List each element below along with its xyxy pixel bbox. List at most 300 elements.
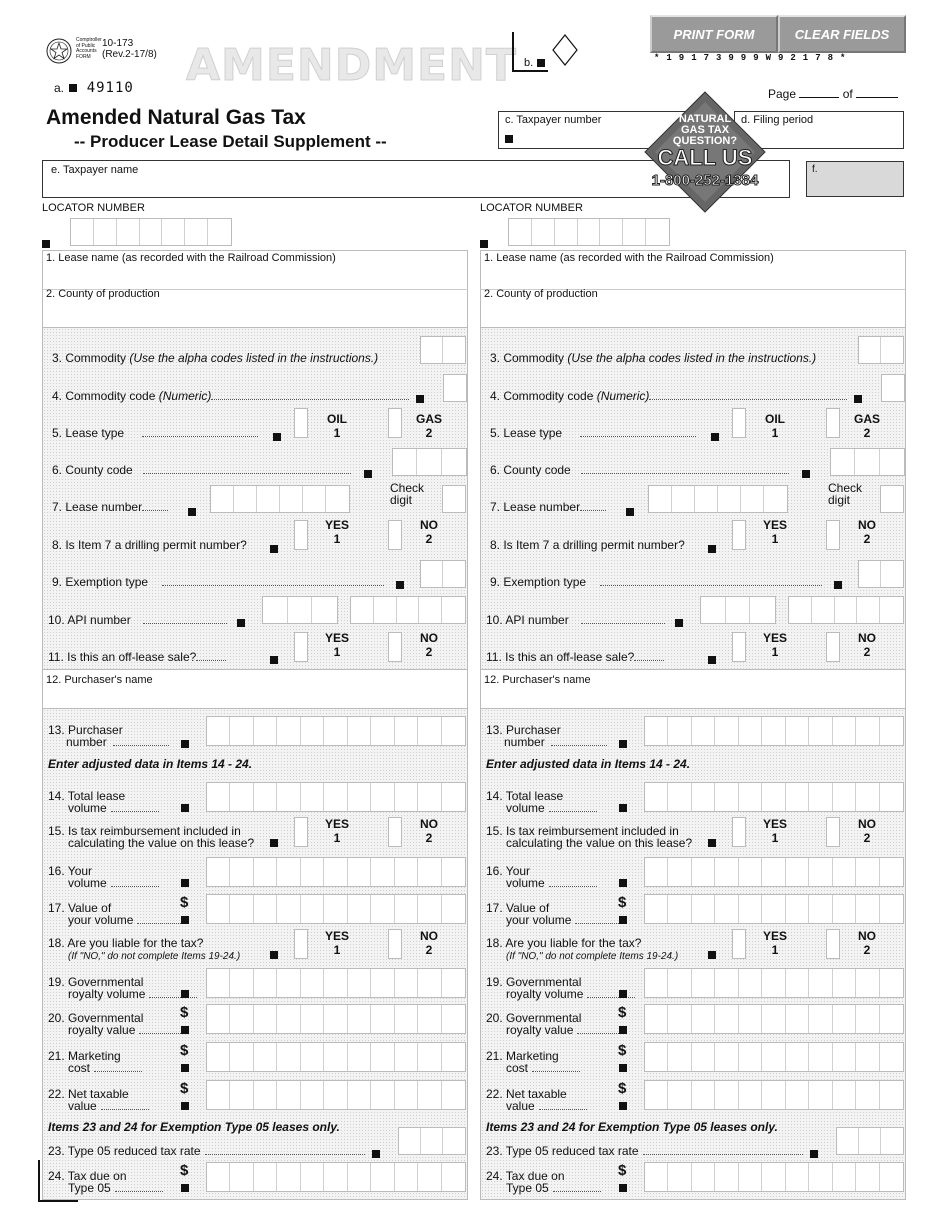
input-cell xyxy=(739,783,762,811)
purchaser-number-input[interactable] xyxy=(644,716,904,746)
gas-label: GAS xyxy=(853,412,880,426)
input-cell xyxy=(324,1005,347,1033)
input-cell xyxy=(809,1081,832,1109)
field-a-label: a. xyxy=(54,81,65,95)
input-cell xyxy=(880,717,903,745)
drilling-permit-label: 8. Is Item 7 a drilling permit number? xyxy=(52,538,247,552)
gov-royalty-value-input[interactable] xyxy=(206,1004,466,1034)
input-cell xyxy=(532,219,555,245)
no-code: 2 xyxy=(863,943,871,957)
input-cell xyxy=(833,1081,856,1109)
input-cell xyxy=(395,969,418,997)
marker-square xyxy=(42,240,50,248)
check-digit-label: Check digit xyxy=(390,481,425,507)
input-cell xyxy=(395,858,418,886)
dollar-sign: $ xyxy=(180,894,189,911)
type05-note: Items 23 and 24 for Exemption Type 05 leases only. xyxy=(486,1120,778,1134)
input-cell xyxy=(812,597,835,623)
type05-rate-label: 23. Type 05 reduced tax rate xyxy=(486,1144,639,1158)
liable-for-tax-no-checkbox[interactable] xyxy=(826,929,840,959)
gov-royalty-value-label: 20. Governmental xyxy=(48,1011,144,1025)
input-cell xyxy=(880,1081,903,1109)
input-cell xyxy=(395,1163,418,1191)
input-cell xyxy=(880,597,903,623)
marker-square xyxy=(619,804,627,812)
lease-type-label: 5. Lease type xyxy=(52,426,125,440)
yes-label: YES xyxy=(762,817,787,831)
input-cell xyxy=(786,1043,809,1071)
lease-type-oil-checkbox[interactable] xyxy=(732,408,746,438)
input-cell xyxy=(809,1005,832,1033)
liable-for-tax-label: 18. Are you liable for the tax? xyxy=(48,936,204,950)
liable-for-tax-yes-checkbox[interactable] xyxy=(732,929,746,959)
input-cell xyxy=(254,783,277,811)
tax-reimbursement-no-checkbox[interactable] xyxy=(826,817,840,847)
off-lease-no-checkbox[interactable] xyxy=(826,632,840,662)
leader-dots xyxy=(111,879,159,887)
input-cell xyxy=(395,895,418,923)
input-cell xyxy=(442,1043,465,1071)
callout-line2: GAS TAX xyxy=(680,124,730,136)
input-cell xyxy=(374,597,397,623)
tax-reimbursement-label: 15. Is tax reimbursement included in xyxy=(486,824,679,838)
lease-column xyxy=(480,0,906,1230)
leader-dots xyxy=(580,429,696,437)
input-cell xyxy=(692,1005,715,1033)
input-cell xyxy=(809,1043,832,1071)
marker-square xyxy=(619,740,627,748)
oil-code: 1 xyxy=(771,426,779,440)
input-cell xyxy=(809,858,832,886)
tax-due-type05-input[interactable] xyxy=(206,1162,466,1192)
marker-square xyxy=(188,508,196,516)
gas-code: 2 xyxy=(863,426,871,440)
dollar-sign: $ xyxy=(180,1004,189,1021)
input-cell xyxy=(397,597,420,623)
marker-square xyxy=(619,1026,627,1034)
type05-rate-input[interactable] xyxy=(398,1127,466,1155)
leader-dots xyxy=(634,653,664,661)
marker-square xyxy=(181,990,189,998)
input-cell xyxy=(835,597,858,623)
drilling-permit-yes-checkbox[interactable] xyxy=(294,520,308,550)
input-cell xyxy=(277,1043,300,1071)
marker-square xyxy=(810,1150,818,1158)
input-cell xyxy=(254,895,277,923)
commodity-input[interactable] xyxy=(858,336,904,364)
gov-royalty-volume-label: 19. Governmental xyxy=(486,975,582,989)
print-form-button[interactable]: PRINT FORM xyxy=(650,15,778,53)
input-cell xyxy=(623,219,646,245)
input-cell xyxy=(880,1005,903,1033)
input-cell xyxy=(762,1005,785,1033)
gov-royalty-value-label: royalty value xyxy=(506,1023,574,1037)
marker-square xyxy=(708,839,716,847)
callout-line4: CALL US xyxy=(657,145,753,170)
lease-column xyxy=(42,0,468,1230)
input-cell xyxy=(881,1128,903,1154)
form-number: 10-173 xyxy=(102,38,134,49)
drilling-permit-yes-checkbox[interactable] xyxy=(732,520,746,550)
input-cell xyxy=(301,969,324,997)
input-cell xyxy=(715,895,738,923)
county-code-input[interactable] xyxy=(392,448,467,476)
marker-square xyxy=(181,804,189,812)
off-lease-yes-checkbox[interactable] xyxy=(294,632,308,662)
input-cell xyxy=(71,219,94,245)
input-cell xyxy=(371,1163,394,1191)
gov-royalty-volume-input[interactable] xyxy=(206,968,466,998)
dollar-sign: $ xyxy=(180,1080,189,1097)
net-taxable-value-label: value xyxy=(68,1099,97,1113)
marketing-cost-input[interactable] xyxy=(644,1042,904,1072)
input-cell xyxy=(418,969,441,997)
input-cell xyxy=(417,449,441,475)
marketing-cost-input[interactable] xyxy=(206,1042,466,1072)
commodity-code-input[interactable] xyxy=(443,374,467,402)
input-cell xyxy=(418,895,441,923)
input-cell xyxy=(859,561,881,587)
no-code: 2 xyxy=(863,831,871,845)
input-cell xyxy=(442,449,466,475)
input-cell xyxy=(764,486,787,512)
input-cell xyxy=(880,858,903,886)
input-cell xyxy=(324,969,347,997)
field-b-label: b. xyxy=(524,57,534,69)
marker-square xyxy=(237,619,245,627)
input-cell xyxy=(882,375,904,401)
gov-royalty-value-input[interactable] xyxy=(644,1004,904,1034)
input-cell xyxy=(786,717,809,745)
commodity-label: 3. Commodity xyxy=(52,351,127,365)
input-cell xyxy=(739,1005,762,1033)
agency-line: Accounts xyxy=(76,48,97,54)
county-production-label: 2. County of production xyxy=(484,288,598,300)
input-cell xyxy=(301,1043,324,1071)
input-cell xyxy=(668,1081,691,1109)
input-cell xyxy=(645,717,668,745)
input-cell xyxy=(442,895,465,923)
input-cell xyxy=(207,783,230,811)
input-cell xyxy=(833,895,856,923)
input-cell xyxy=(786,1081,809,1109)
input-cell xyxy=(809,783,832,811)
drilling-permit-no-checkbox[interactable] xyxy=(826,520,840,550)
taxpayer-number-label: c. Taxpayer number xyxy=(505,114,602,126)
value-of-volume-input[interactable] xyxy=(206,894,466,924)
input-cell xyxy=(786,1163,809,1191)
input-cell xyxy=(395,783,418,811)
input-cell xyxy=(442,597,465,623)
clear-fields-button[interactable]: CLEAR FIELDS xyxy=(778,15,906,53)
input-cell xyxy=(739,858,762,886)
your-volume-input[interactable] xyxy=(206,857,466,887)
net-taxable-value-label: 22. Net taxable xyxy=(486,1087,567,1101)
marker-square xyxy=(834,581,842,589)
marker-square xyxy=(854,395,862,403)
tax-reimbursement-no-checkbox[interactable] xyxy=(388,817,402,847)
taxpayer-name-label: e. Taxpayer name xyxy=(51,164,139,176)
county-production-field[interactable] xyxy=(42,290,468,328)
tax-due-type05-input[interactable] xyxy=(644,1162,904,1192)
your-volume-label: volume xyxy=(506,876,545,890)
lease-type-gas-checkbox[interactable] xyxy=(388,408,402,438)
exemption-type-input[interactable] xyxy=(858,560,904,588)
no-code: 2 xyxy=(425,645,433,659)
api-number-input-2[interactable] xyxy=(788,596,904,624)
input-cell xyxy=(324,783,347,811)
input-cell xyxy=(668,783,691,811)
api-number-label: 10. API number xyxy=(486,613,569,627)
leader-dots xyxy=(553,1184,601,1192)
liable-for-tax-label: (If "NO," do not complete Items 19-24.) xyxy=(506,951,679,962)
input-cell xyxy=(207,717,230,745)
no-label: NO xyxy=(420,631,438,645)
input-cell xyxy=(443,337,465,363)
marker-square xyxy=(181,1184,189,1192)
input-cell xyxy=(301,1163,324,1191)
marker-square xyxy=(270,839,278,847)
input-cell xyxy=(277,895,300,923)
input-cell xyxy=(207,1005,230,1033)
purchaser-name-label: 12. Purchaser's name xyxy=(46,674,153,686)
lease-name-label: 1. Lease name (as recorded with the Railroad Commission) xyxy=(46,252,336,264)
input-cell xyxy=(371,1005,394,1033)
purchaser-name-field[interactable] xyxy=(42,669,468,709)
field-a-value[interactable]: 49110 xyxy=(86,80,134,96)
input-cell xyxy=(418,717,441,745)
page-subtitle: -- Producer Lease Detail Supplement -- xyxy=(74,132,387,151)
tax-due-type05-label: 24. Tax due on xyxy=(486,1169,565,1183)
input-cell xyxy=(207,969,230,997)
lease-type-gas-checkbox[interactable] xyxy=(826,408,840,438)
commodity-code-input[interactable] xyxy=(881,374,905,402)
yes-label: YES xyxy=(324,817,349,831)
input-cell xyxy=(303,486,326,512)
corner-registration-mark xyxy=(38,1160,78,1202)
leader-dots xyxy=(600,578,822,586)
input-cell xyxy=(668,895,691,923)
input-cell xyxy=(833,717,856,745)
input-cell xyxy=(348,1005,371,1033)
no-code: 2 xyxy=(863,532,871,546)
input-cell xyxy=(578,219,601,245)
lease-number-input[interactable] xyxy=(210,485,350,513)
county-code-input[interactable] xyxy=(830,448,905,476)
type05-rate-label: 23. Type 05 reduced tax rate xyxy=(48,1144,201,1158)
marker-square xyxy=(372,1150,380,1158)
gov-royalty-volume-label: royalty volume xyxy=(68,987,146,1001)
input-cell xyxy=(421,337,443,363)
input-cell xyxy=(833,1005,856,1033)
yes-label: YES xyxy=(324,929,349,943)
input-cell xyxy=(739,1043,762,1071)
commodity-label: 3. Commodity xyxy=(490,351,565,365)
locator-number-input[interactable] xyxy=(70,218,232,246)
tax-reimbursement-label: calculating the value on this lease? xyxy=(68,836,255,850)
input-cell xyxy=(672,486,695,512)
input-cell xyxy=(371,1043,394,1071)
input-cell xyxy=(207,1163,230,1191)
lease-type-oil-checkbox[interactable] xyxy=(294,408,308,438)
lease-name-field[interactable] xyxy=(42,250,468,290)
input-cell xyxy=(718,486,741,512)
yes-code: 1 xyxy=(771,831,779,845)
input-cell xyxy=(324,1081,347,1109)
input-cell xyxy=(701,597,726,623)
check-digit-input[interactable] xyxy=(442,485,466,513)
lease-number-input[interactable] xyxy=(648,485,788,513)
total-lease-volume-label: 14. Total lease xyxy=(48,789,126,803)
input-cell xyxy=(668,969,691,997)
input-cell xyxy=(348,858,371,886)
marker-square xyxy=(364,470,372,478)
input-cell xyxy=(371,1081,394,1109)
input-cell xyxy=(277,969,300,997)
input-cell xyxy=(809,895,832,923)
off-lease-no-checkbox[interactable] xyxy=(388,632,402,662)
input-cell xyxy=(856,1081,879,1109)
dollar-sign: $ xyxy=(180,1042,189,1059)
input-cell xyxy=(786,969,809,997)
your-volume-label: volume xyxy=(68,876,107,890)
leader-dots xyxy=(137,916,185,924)
input-cell xyxy=(230,969,253,997)
marker-square xyxy=(181,879,189,887)
input-cell xyxy=(277,1005,300,1033)
liable-for-tax-yes-checkbox[interactable] xyxy=(294,929,308,959)
api-number-input-2[interactable] xyxy=(350,596,466,624)
input-cell xyxy=(277,717,300,745)
input-cell xyxy=(692,969,715,997)
page-title: Amended Natural Gas Tax xyxy=(46,106,306,129)
purchaser-number-label: 13. Purchaser xyxy=(48,723,123,737)
leader-dots xyxy=(549,879,597,887)
off-lease-yes-checkbox[interactable] xyxy=(732,632,746,662)
commodity-input[interactable] xyxy=(420,336,466,364)
marker-square xyxy=(711,433,719,441)
api-number-input-1[interactable] xyxy=(262,596,338,624)
off-lease-label: 11. Is this an off-lease sale? xyxy=(486,650,635,664)
input-cell xyxy=(230,1005,253,1033)
input-cell xyxy=(230,783,253,811)
input-cell xyxy=(692,783,715,811)
net-taxable-value-input[interactable] xyxy=(206,1080,466,1110)
value-of-volume-label: your volume xyxy=(506,913,572,927)
callout-line1: NATURAL xyxy=(678,113,732,125)
input-cell xyxy=(809,717,832,745)
net-taxable-value-input[interactable] xyxy=(644,1080,904,1110)
total-lease-volume-input[interactable] xyxy=(644,782,904,812)
marker-square xyxy=(619,916,627,924)
value-of-volume-input[interactable] xyxy=(644,894,904,924)
input-cell xyxy=(715,1081,738,1109)
value-of-volume-label: 17. Value of xyxy=(486,901,550,915)
drilling-permit-no-checkbox[interactable] xyxy=(388,520,402,550)
purchaser-name-field[interactable] xyxy=(480,669,906,709)
check-digit-input[interactable] xyxy=(880,485,904,513)
off-lease-label: 11. Is this an off-lease sale? xyxy=(48,650,197,664)
purchaser-number-input[interactable] xyxy=(206,716,466,746)
tax-reimbursement-yes-checkbox[interactable] xyxy=(732,817,746,847)
exemption-type-input[interactable] xyxy=(420,560,466,588)
input-cell xyxy=(324,1163,347,1191)
input-cell xyxy=(254,1005,277,1033)
input-cell xyxy=(326,486,349,512)
gov-royalty-value-label: 20. Governmental xyxy=(486,1011,582,1025)
locator-number-input[interactable] xyxy=(508,218,670,246)
api-number-input-1[interactable] xyxy=(700,596,776,624)
marker-square xyxy=(802,470,810,478)
input-cell xyxy=(645,783,668,811)
input-cell xyxy=(741,486,764,512)
total-lease-volume-input[interactable] xyxy=(206,782,466,812)
marker-square xyxy=(619,1102,627,1110)
input-cell xyxy=(288,597,313,623)
liable-for-tax-no-checkbox[interactable] xyxy=(388,929,402,959)
county-production-field[interactable] xyxy=(480,290,906,328)
lease-name-field[interactable] xyxy=(480,250,906,290)
input-cell xyxy=(645,1005,668,1033)
input-cell xyxy=(645,1163,668,1191)
dollar-sign: $ xyxy=(618,894,627,911)
marker-square xyxy=(181,916,189,924)
purchaser-number-label: number xyxy=(504,735,545,749)
input-cell xyxy=(859,337,881,363)
input-cell xyxy=(418,1005,441,1033)
input-cell xyxy=(418,1081,441,1109)
amendment-banner: AMENDMENT xyxy=(186,40,517,91)
exemption-type-label: 9. Exemption type xyxy=(52,575,149,589)
input-cell xyxy=(715,783,738,811)
input-cell xyxy=(692,895,715,923)
locator-label: LOCATOR NUMBER xyxy=(480,202,583,214)
input-cell xyxy=(856,858,879,886)
input-cell xyxy=(762,1081,785,1109)
your-volume-input[interactable] xyxy=(644,857,904,887)
no-label: NO xyxy=(858,631,876,645)
tax-reimbursement-yes-checkbox[interactable] xyxy=(294,817,308,847)
input-cell xyxy=(715,717,738,745)
input-cell xyxy=(162,219,185,245)
input-cell xyxy=(668,1005,691,1033)
input-cell xyxy=(739,969,762,997)
yes-code: 1 xyxy=(771,645,779,659)
leader-dots xyxy=(94,1064,142,1072)
value-of-volume-label: your volume xyxy=(68,913,134,927)
leader-dots xyxy=(532,1064,580,1072)
input-cell xyxy=(881,561,903,587)
no-label: NO xyxy=(858,518,876,532)
input-cell xyxy=(833,858,856,886)
input-cell xyxy=(442,858,465,886)
commodity-code-hint: (Numeric) xyxy=(596,389,650,403)
input-cell xyxy=(208,219,231,245)
input-cell xyxy=(649,486,672,512)
marketing-cost-label: cost xyxy=(506,1061,529,1075)
input-cell xyxy=(442,1081,465,1109)
gov-royalty-volume-input[interactable] xyxy=(644,968,904,998)
input-cell xyxy=(230,895,253,923)
input-cell xyxy=(230,1081,253,1109)
input-cell xyxy=(312,597,337,623)
input-cell xyxy=(443,486,465,512)
no-code: 2 xyxy=(425,831,433,845)
input-cell xyxy=(301,858,324,886)
type05-rate-input[interactable] xyxy=(836,1127,904,1155)
marker-square xyxy=(619,1064,627,1072)
input-cell xyxy=(371,969,394,997)
